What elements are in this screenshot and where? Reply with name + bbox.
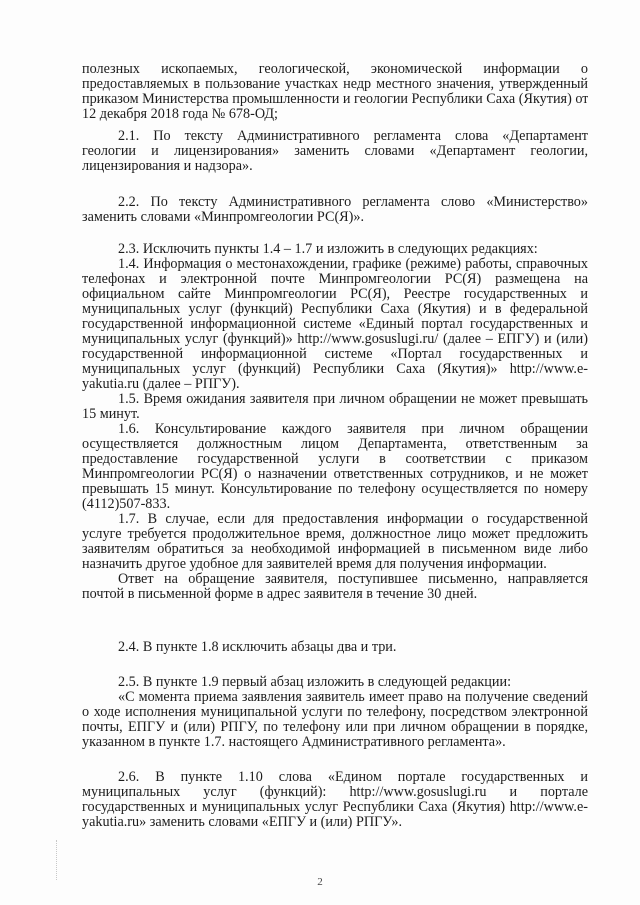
text-line: геологии и лицензирования» заменить словами «Департамент геологии,	[82, 144, 588, 159]
text-line: 15 минут.	[82, 407, 140, 422]
text-line: приказом Министерства промышленности и геологии Республики Саха (Якутия) от	[82, 92, 588, 107]
text-line: предоставляемых в пользование участках недр местного значения, утвержденный	[82, 77, 588, 92]
paragraph-2-6	[82, 770, 588, 830]
page-number: 2	[317, 876, 323, 888]
text-line: осуществляется должностным лицом Департамента, ответственным за	[82, 437, 588, 452]
text-line: (4112)507-833.	[82, 497, 171, 512]
paragraph-2-3	[82, 242, 588, 602]
text-line: 1.5. Время ожидания заявителя при личном обращении не может превышать	[118, 392, 588, 407]
text-line: «С момента приема заявления заявитель имеет право на получение сведений	[118, 690, 588, 705]
text-line: услуге требуется продолжительное время, должностное лицо может предложить	[82, 527, 588, 542]
text-line: 2.1. По тексту Административного регламента слова «Департамент	[118, 129, 588, 144]
paragraph-intro	[82, 62, 588, 122]
text-line: официальном сайте Минпромгеологии РС(Я), Реестре государственных и	[82, 287, 588, 302]
text-line: 2.2. По тексту Административного регламента слово «Министерство»	[118, 195, 588, 210]
text-line: Минпромгеологии РС(Я) о назначении ответственных сотрудников, и не может	[82, 467, 588, 482]
text-line: 2.5. В пункте 1.9 первый абзац изложить в следующей редакции:	[118, 675, 512, 690]
text-line: yakutia.ru» заменить словами «ЕПГУ и (или) РПГУ».	[82, 815, 403, 830]
text-line: заявителям обратиться за необходимой информацией в письменном виде либо	[82, 542, 588, 557]
scan-edge-mark	[56, 840, 63, 880]
text-line: муниципальных услуг (функций) Республики Саха (Якутия) и в федеральной	[82, 302, 588, 317]
text-line: yakutia.ru (далее – РПГУ).	[82, 377, 240, 392]
text-line: почты, ЕПГУ и (или) РПГУ, по телефону или при личном обращении в порядке,	[82, 720, 588, 735]
text-line: 2.3. Исключить пункты 1.4 – 1.7 и изложить в следующих редакциях:	[118, 242, 538, 257]
text-line: полезных ископаемых, геологической, экономической информации о	[82, 62, 588, 77]
text-line: 1.4. Информация о местонахождении, графике (режиме) работы, справочных	[118, 257, 588, 272]
text-line: предоставление государственной услуги в соответствии с приказом	[82, 452, 588, 467]
text-line: указанном в пункте 1.7. настоящего Административного регламента».	[82, 735, 506, 750]
text-line: превышать 15 минут. Консультирование по телефону осуществляется по номеру	[82, 482, 588, 497]
text-line: заменить словами «Минпромгеологии РС(Я)».	[82, 210, 364, 225]
text-line: муниципальных услуг (функций): http://www.gosuslugi.ru и портале	[82, 785, 588, 800]
text-line: назначить другое удобное для заявителей время для получения информации.	[82, 557, 547, 572]
text-line: 2.4. В пункте 1.8 исключить абзацы два и три.	[118, 640, 397, 655]
text-line: 2.6. В пункте 1.10 слова «Едином портале государственных и	[118, 770, 588, 785]
paragraph-2-1	[82, 129, 588, 174]
text-line: государственных и муниципальных услуг Республики Саха (Якутия) http://www.e-	[82, 800, 588, 815]
text-line: почтой в письменной форме в адрес заявителя в течение 30 дней.	[82, 587, 478, 602]
paragraph-2-5	[82, 675, 588, 750]
paragraph-2-2	[82, 195, 588, 225]
text-line: телефонах и электронной почте Минпромгеологии РС(Я) размещена на	[82, 272, 588, 287]
text-line: Ответ на обращение заявителя, поступившее письменно, направляется	[118, 572, 588, 587]
text-line: государственной информационной системе «Единый портал государственных и	[82, 317, 588, 332]
text-line: муниципальных услуг (функций) Республики Саха (Якутия)» http://www.e-	[82, 362, 588, 377]
text-line: 1.7. В случае, если для предоставления информации о государственной	[118, 512, 588, 527]
text-line: 1.6. Консультирование каждого заявителя при личном обращении	[118, 422, 588, 437]
text-line: 12 декабря 2018 года № 678-ОД;	[82, 107, 278, 122]
text-line: государственной информационной системе «Портал государственных и	[82, 347, 588, 362]
text-line: о ходе исполнения муниципальной услуги по телефону, посредством электронной	[82, 705, 588, 720]
paragraph-2-4	[82, 640, 588, 655]
text-line: муниципальных услуг (функций)» http://www.gosuslugi.ru/ (далее – ЕПГУ) и (или)	[82, 332, 588, 347]
text-line: лицензирования и надзора».	[82, 159, 253, 174]
